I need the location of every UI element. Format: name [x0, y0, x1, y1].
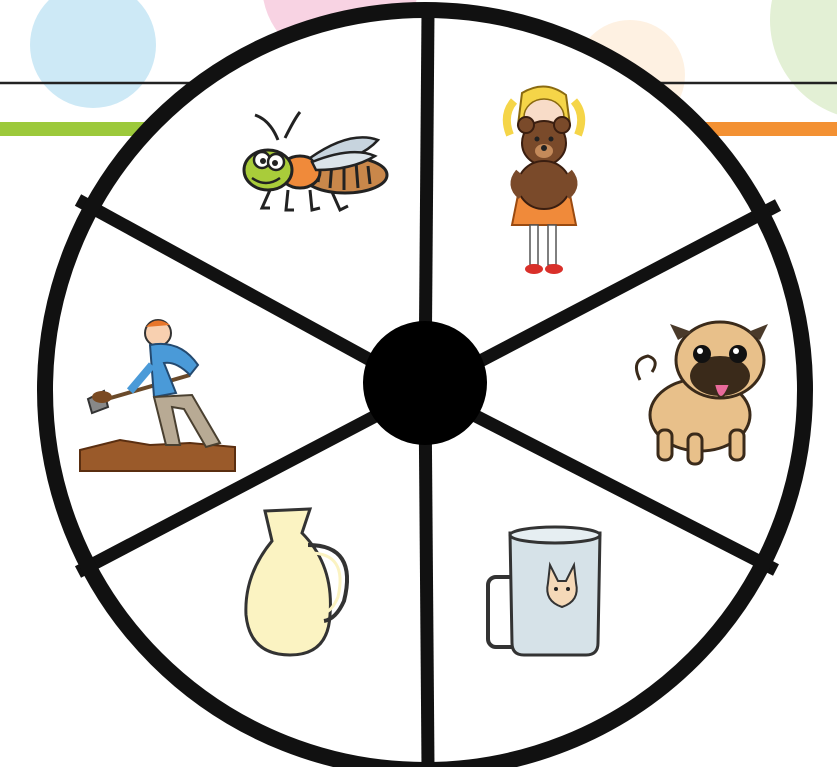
blue-bubble	[30, 0, 156, 108]
spinner-wheel[interactable]	[45, 10, 805, 767]
wheel-hub[interactable]	[363, 321, 487, 445]
divider-bottom	[425, 390, 428, 767]
green-bubble	[770, 0, 837, 120]
